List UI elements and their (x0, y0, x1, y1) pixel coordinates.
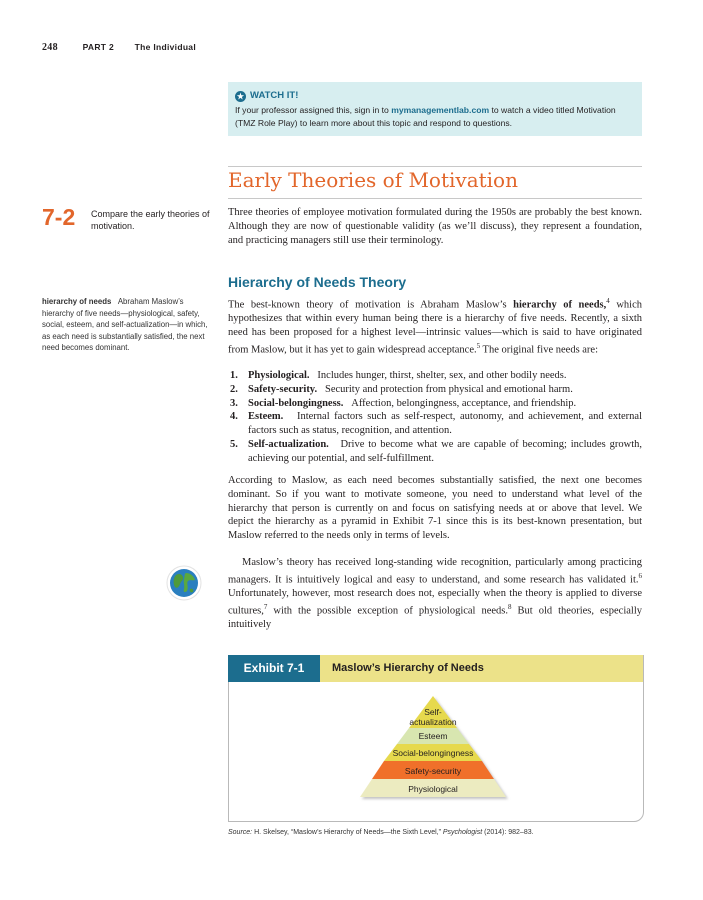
pyramid-label-actualization: actualization (409, 717, 457, 727)
page-number: 248 (42, 42, 58, 53)
watch-it-title: ★ WATCH IT! (236, 90, 299, 101)
part-label: PART 2 (82, 42, 114, 52)
list-item: 3. Social-belongingness. Affection, belongingness, acceptance, and friendship. (230, 397, 577, 409)
divider (228, 166, 642, 167)
list-item: 4. Esteem. Internal factors such as self-respect, autonomy, and achievement, and external factors such as status, recognition, and attention. (230, 411, 642, 437)
exhibit-label: Exhibit 7-1 (228, 655, 320, 682)
maslow-paragraph: Maslow’s theory has received long-standing wide recognition, particularly among practicing managers. It is intuitively logical and easy to understand, and some research has validated it.$^6$ Unfortunately, however, most research does not, especially when the theory is applied to diverse cultures,$^7$ with the possible exception of physiological needs.$^8$ But old theories, especially intuitively (228, 557, 642, 631)
learning-objective-number: 7-2 (42, 204, 76, 230)
star-icon: ★ (236, 92, 245, 101)
globe-icon (166, 565, 202, 601)
list-item: 2. Safety-security. Security and protection from physical and emotional harm. (230, 383, 573, 395)
list-item: 5. Self-actualization. Drive to become what we are capable of becoming; includes growth, achieving our potential, and self-fulfillment. (230, 438, 643, 464)
section-title: Early Theories of Motivation (228, 168, 518, 192)
hierarchy-paragraph: The best-known theory of motivation is Abraham Maslow’s hierarchy of needs,$^4$ which hypothesizes that within every human being there is a hierarchy of five needs. Recently, a sixth need has been proposed for a highest level—intrinsic values—which is said to have originated from Maslow, but it has yet to gain widespread acceptance.$^5$ The original five needs are: (228, 297, 642, 356)
watch-it-box (228, 82, 642, 136)
mymanagementlab-link[interactable]: mymanagementlab.com (391, 105, 490, 115)
watch-it-text: If your professor assigned this, sign in to mymanagementlab.com to watch a video titled Motivation (TMZ Role Play) to learn more about this topic and respond to questions. (235, 105, 616, 128)
pyramid-label-safety: Safety-security (404, 766, 462, 776)
list-item: 1. Physiological. Includes hunger, thirst, shelter, sex, and other bodily needs. (230, 370, 567, 381)
key-term: hierarchy of needs (42, 297, 112, 306)
exhibit-title: Maslow’s Hierarchy of Needs (332, 662, 484, 674)
pyramid-label-social: Social-belongingness (392, 748, 474, 758)
exhibit-source: Source: H. Skelsey, “Maslow’s Hierarchy of Needs—the Sixth Level,” Psychologist (2014): 982–83. (228, 829, 534, 836)
pyramid-label-esteem: Esteem (418, 731, 448, 741)
running-header (42, 42, 196, 53)
part-title: The Individual (134, 42, 196, 52)
pyramid-label-physiological: Physiological (408, 784, 458, 794)
learning-objective-text: Compare the early theories of motivation. (91, 209, 210, 231)
subsection-title: Hierarchy of Needs Theory (228, 274, 407, 290)
key-term-definition: hierarchy of needs Abraham Maslow’s hierarchy of five needs—physiological, safety, social, esteem, and self-actualization—in which, as each need is substantially satisfied, the next need becomes dominant. (42, 297, 208, 352)
according-paragraph: According to Maslow, as each need becomes substantially satisfied, the next one becomes dominant. So if you want to motivate someone, you need to understand what level of the hierarchy that person is currently on and focus on satisfying needs at or above that level. We depict the hierarchy as a pyramid in Exhibit 7-1 since this is its best-known presentation, but Maslow referred to the needs only in terms of levels. (228, 475, 642, 542)
needs-list (230, 369, 642, 466)
divider (228, 198, 642, 199)
pyramid-label-self: Self- (424, 707, 442, 717)
intro-paragraph: Three theories of employee motivation formulated during the 1950s are probably the best known. Although they are now of questionable validity (as we’ll discuss), they represent a foundation, and practicing managers still use their terminology. (228, 207, 642, 246)
maslow-pyramid (300, 688, 570, 803)
